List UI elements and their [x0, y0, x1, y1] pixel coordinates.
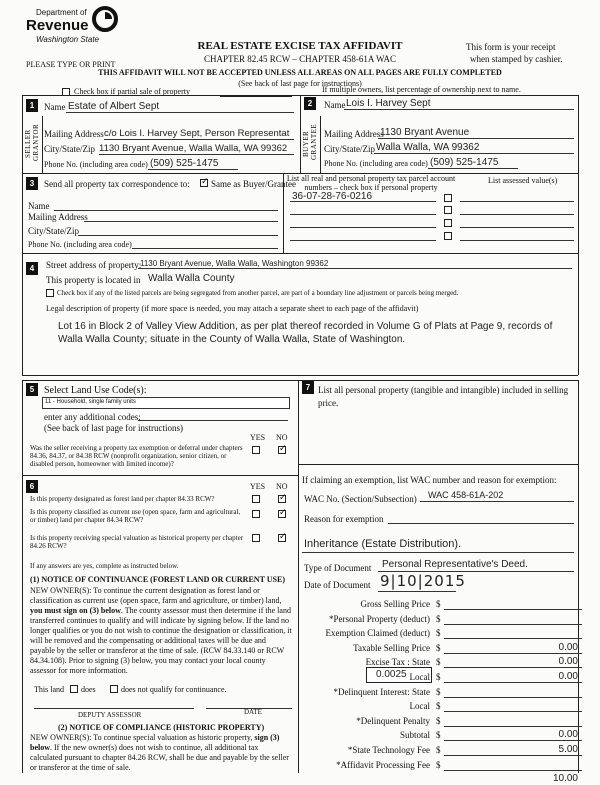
form-title: REAL ESTATE EXCISE TAX AFFIDAVIT: [197, 40, 403, 52]
seller-city-label: City/State/Zip: [44, 144, 95, 154]
buyer-name[interactable]: Lois I. Harvey Sept: [346, 98, 431, 109]
currency-sign: $: [436, 643, 441, 653]
section-6-number: 6: [26, 480, 38, 493]
section-3-number: 3: [26, 177, 38, 190]
dor-logo: [26, 8, 136, 54]
land-does-not-checkbox[interactable]: [110, 685, 118, 693]
buyer-side-label: BUYER: [302, 130, 310, 158]
seller-name[interactable]: Estate of Albert Sept: [68, 101, 160, 112]
seller-mailing[interactable]: c/o Lois I. Harvey Sept, Person Representat: [104, 128, 290, 139]
street-address[interactable]: 1130 Bryant Avenue, Walla Walla, Washington 99362: [140, 259, 329, 268]
calc-value-9[interactable]: 0.00: [558, 729, 578, 740]
calc-label-10: *State Technology Fee: [347, 745, 430, 755]
wac-number[interactable]: WAC 458-61A-202: [428, 490, 504, 500]
parcel-number[interactable]: 36-07-28-76-0216: [292, 191, 373, 202]
assessed-header: List assessed value(s): [488, 176, 558, 185]
calc-field-line: [444, 638, 582, 639]
doc-type-label: Type of Document: [304, 563, 372, 573]
calc-label-8: *Delinquent Penalty: [356, 716, 430, 726]
located-in-county[interactable]: Walla Walla County: [148, 273, 235, 284]
current-use-question: Is this property classified as current use (open space, farm and agricultural, or timber) land per chapter 84.34 RCW?: [30, 508, 241, 525]
notice-compliance-body: NEW OWNER(S): To continue special valuation as historic property, sign (3) below. If the new owner(s) does not wish to continue, all additional tax calculated pursuant to chapter 84.26 RCW, shall be due and payable by the seller or transferor at the time of sale.: [30, 733, 289, 772]
s3-city-label: City/State/Zip: [28, 226, 79, 236]
notice-continuance-title: (1) NOTICE OF CONTINUANCE (FOREST LAND OR CURRENT USE): [30, 575, 285, 584]
s3-phone-label: Phone No. (including area code): [28, 240, 132, 249]
s3-name-label: Name: [28, 201, 50, 211]
calc-label-2: Exemption Claimed (deduct): [325, 628, 430, 638]
land-does-checkbox[interactable]: [70, 685, 78, 693]
s3-mailing-label: Mailing Address: [28, 212, 88, 222]
section-2-number: 2: [304, 97, 316, 110]
calc-label-5: Local: [409, 672, 430, 682]
warning-text: THIS AFFIDAVIT WILL NOT BE ACCEPTED UNLESS ALL AREAS ON ALL PAGES ARE FULLY COMPLETED: [98, 68, 502, 77]
currency-sign: $: [436, 599, 441, 609]
notice-continuance-body: NEW OWNER(S): To continue the current designation as forest land or classification as current use (open space, farm and agriculture, or timber) land, you must sign on (3) below. The county assessor must then determine if the land transferred continues to qualify and will indicate by signing below. If the land no longer qualifies or you do not wish to continue the designation or classification, it will be removed and the compensating or additional taxes will be due and payable by the seller or transferor at the time of sale. (RCW 84.33.140 or RCW 84.34.108). Prior to signing (3) below, you may contact your local county assessor for more information.: [30, 586, 292, 675]
calc-field-line: [444, 726, 582, 727]
section-5-number: 5: [26, 383, 38, 396]
grantee-side-label: GRANTEE: [310, 123, 318, 161]
land-does-not-label: does not qualify for continuance.: [121, 685, 227, 694]
forest-land-question: Is this property designated as forest land per chapter 84.33 RCW?: [30, 495, 215, 503]
buyer-phone[interactable]: (509) 525-1475: [430, 157, 499, 168]
currency-sign: $: [436, 628, 441, 638]
receipt-note-1: This form is your receipt: [466, 42, 556, 52]
land-use-code: 11 - Household, single family units: [45, 399, 136, 405]
buyer-mailing[interactable]: 1130 Bryant Avenue: [380, 127, 470, 138]
calc-label-1: *Personal Property (deduct): [329, 614, 430, 624]
s6-yes-header: YES: [250, 482, 266, 491]
doc-date[interactable]: 9|10|2015: [380, 572, 466, 590]
seller-phone[interactable]: (509) 525-1475: [150, 158, 219, 169]
legal-description[interactable]: Lot 16 in Block 2 of Valley View Addition, as per plat thereof recorded in Volume G of Plats at Page 9, records of Walla Walla County; situate in the County of Walla Walla, State of Washington.: [58, 321, 553, 345]
currency-sign: $: [436, 672, 441, 682]
currency-sign: $: [436, 701, 441, 711]
calc-value-3[interactable]: 0.00: [558, 642, 578, 653]
instructions-ref: (See back of last page for instructions): [238, 79, 362, 88]
currency-sign: $: [436, 716, 441, 726]
calc-value-10[interactable]: 5.00: [558, 744, 578, 755]
calc-field-line: [444, 609, 582, 610]
seller-name-label: Name: [44, 102, 66, 112]
forest-yes-checkbox[interactable]: [252, 495, 260, 503]
legal-description-label: Legal description of property (if more space is needed, you may attach a separate sheet to each page of the affidavit): [46, 304, 419, 313]
currency-sign: $: [436, 657, 441, 667]
exemption-question: Was the seller receiving a property tax exemption or deferral under chapters 84.36, 84.37, or 84.38 RCW (nonprofit organization, senior citizen, or disabled person, homeowner with limited income)?: [30, 444, 243, 469]
parcel-2-personal-checkbox[interactable]: [444, 206, 452, 214]
segregated-checkbox[interactable]: [46, 289, 54, 297]
parcel-4-personal-checkbox[interactable]: [444, 232, 452, 240]
date-label: DATE: [244, 708, 262, 716]
doc-date-label: Date of Document: [304, 580, 371, 590]
seller-phone-label: Phone No. (including area code): [44, 160, 148, 169]
reason-label: Reason for exemption: [304, 514, 384, 524]
calc-field-line: [444, 697, 582, 698]
buyer-name-label: Name: [324, 100, 346, 110]
located-in-label: This property is located in: [46, 275, 141, 285]
seller-mailing-label: Mailing Address: [44, 129, 104, 139]
notice-compliance-title: (2) NOTICE OF COMPLIANCE (HISTORIC PROPERTY): [58, 723, 265, 732]
buyer-phone-label: Phone No. (including area code): [324, 159, 428, 168]
currency-sign: $: [436, 614, 441, 624]
receipt-note-2: when stamped by cashier.: [470, 54, 563, 64]
reason-text[interactable]: Inheritance (Estate Distribution).: [304, 538, 462, 550]
current-use-yes-checkbox[interactable]: [252, 510, 260, 518]
section-7-number: 7: [302, 381, 314, 394]
calc-label-6: *Delinquent Interest: State: [333, 687, 430, 697]
calc-label-4: Excise Tax : State: [365, 657, 430, 667]
s5-exemption-no-checkbox[interactable]: [278, 446, 286, 454]
section-4-number: 4: [26, 262, 38, 275]
current-use-no-checkbox[interactable]: [278, 510, 286, 518]
currency-sign: $: [436, 687, 441, 697]
seller-side-label: SELLER: [24, 129, 32, 159]
s6-no-header: NO: [276, 482, 288, 491]
deputy-assessor-label: DEPUTY ASSESSOR: [78, 711, 142, 719]
wac-label: WAC No. (Section/Subsection): [304, 494, 417, 504]
partial-sale-label: Check box if partial sale of property: [74, 87, 190, 96]
calc-label-11: *Affidavit Processing Fee: [336, 760, 430, 770]
historic-question: Is this property receiving special valuation as historical property per chapter 84.26 RCW?: [30, 534, 244, 551]
parcel-3-personal-checkbox[interactable]: [444, 219, 452, 227]
currency-sign: $: [436, 730, 441, 740]
grantor-side-label: GRANTOR: [32, 123, 40, 161]
see-back-label: (See back of last page for instructions): [44, 423, 183, 433]
logo-line3: Washington State: [36, 35, 100, 44]
personal-property-label: List all personal property (tangible and intangible) included in selling price.: [318, 385, 569, 408]
seller-city[interactable]: 1130 Bryant Avenue, Walla Walla, WA 99362: [99, 143, 288, 154]
calc-field-line: [444, 624, 582, 625]
same-as-buyer-label: Same as Buyer/Grantee: [211, 179, 296, 189]
currency-sign: $: [436, 745, 441, 755]
land-use-select[interactable]: [42, 397, 290, 409]
s5-no-header: NO: [276, 433, 288, 442]
please-type: PLEASE TYPE OR PRINT: [26, 60, 116, 69]
forest-no-checkbox[interactable]: [278, 495, 286, 503]
same-as-buyer-checkbox[interactable]: [200, 179, 208, 187]
calc-value-4[interactable]: 0.00: [558, 656, 578, 667]
currency-sign: $: [436, 760, 441, 770]
send-correspondence-label: Send all property tax correspondence to:: [44, 179, 190, 189]
buyer-city-label: City/State/Zip: [324, 144, 375, 154]
logo-line1: Department of: [36, 8, 87, 17]
calc-label-0: Gross Selling Price: [360, 599, 430, 609]
land-use-label: Select Land Use Code(s):: [44, 385, 147, 396]
form-subtitle: CHAPTER 82.45 RCW – CHAPTER 458-61A WAC: [204, 54, 396, 64]
historic-no-checkbox[interactable]: [278, 534, 286, 542]
buyer-city[interactable]: Walla Walla, WA 99362: [376, 142, 480, 153]
additional-codes-label: enter any additional codes:: [44, 412, 141, 422]
if-yes-note: If any answers are yes, complete as instructed below.: [30, 562, 179, 570]
section-1-number: 1: [26, 99, 38, 112]
segregated-label: Check box if any of the listed parcels are being segregated from another parcel, are part of a boundary line adjustment or parcels being merged.: [57, 289, 459, 297]
logo-line2: Revenue: [26, 17, 89, 34]
multiple-owners-note: If multiple owners, list percentage of ownership next to name.: [322, 85, 521, 94]
s5-yes-header: YES: [250, 433, 266, 442]
calc-label-9: Subtotal: [399, 730, 430, 740]
buyer-mailing-label: Mailing Address: [324, 129, 384, 139]
doc-type[interactable]: Personal Representative's Deed.: [382, 559, 528, 570]
street-address-label: Street address of property:: [46, 260, 142, 270]
historic-yes-checkbox[interactable]: [252, 534, 260, 542]
calc-field-line: [444, 770, 582, 771]
parcel-header: List all real and personal property tax parcel account numbers – check box if personal property: [286, 174, 456, 193]
exemption-instruction: If claiming an exemption, list WAC number and reason for exemption:: [302, 475, 557, 485]
calc-label-3: Taxable Selling Price: [353, 643, 430, 653]
s5-exemption-yes-checkbox[interactable]: [252, 446, 260, 454]
calc-value-12[interactable]: 10.00: [552, 773, 578, 784]
parcel-1-personal-checkbox[interactable]: [444, 194, 452, 202]
dor-swirl-icon: [92, 6, 118, 32]
calc-value-5[interactable]: 0.00: [558, 671, 578, 682]
calc-label-7: Local: [409, 701, 430, 711]
calc-field-line: [444, 711, 582, 712]
this-land-label: This land: [34, 685, 64, 694]
tax-rate: 0.0025: [376, 669, 407, 680]
land-does-label: does: [81, 685, 96, 694]
